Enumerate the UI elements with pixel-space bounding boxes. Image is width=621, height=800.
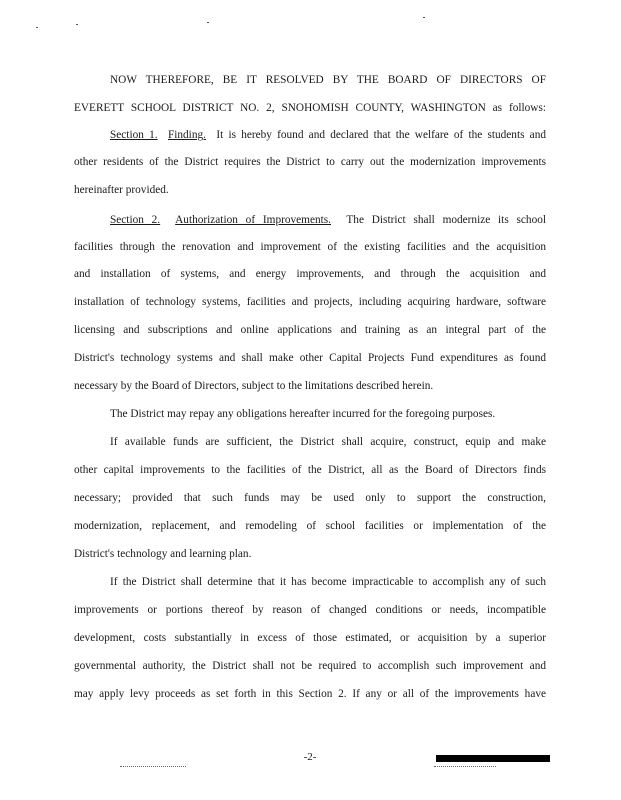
section-2-line: and installation of systems, and energy improvements, and through the acquisition and	[74, 268, 546, 280]
footer-faint-mark	[434, 766, 496, 769]
impracticable-paragraph-line: improvements or portions thereof by reason of changed conditions or needs, incompatible	[74, 604, 546, 616]
section-2-line: installation of technology systems, facilities and projects, including acquiring hardware, software	[74, 296, 546, 308]
section-2-label: Section 2.	[110, 214, 161, 226]
section-2-line: licensing and subscriptions and online applications and training as an integral part of the	[74, 324, 546, 336]
section-2-text: The District shall modernize its school	[346, 214, 547, 226]
section-2-line: necessary by the Board of Directors, subject to the limitations described herein.	[74, 380, 434, 392]
footer-redaction-bar	[436, 755, 550, 762]
section-2-first-line	[110, 213, 546, 227]
repay-paragraph: The District may repay any obligations hereafter incurred for the foregoing purposes.	[110, 408, 496, 420]
impracticable-paragraph-line: development, costs substantially in excess of those estimated, or acquisition by a superior	[74, 632, 546, 644]
section-2-line: facilities through the renovation and improvement of the existing facilities and the acquisition	[74, 241, 546, 253]
section-1-first-line	[110, 128, 546, 142]
resolution-line: EVERETT SCHOOL DISTRICT NO. 2, SNOHOMISH COUNTY, WASHINGTON as follows:	[74, 102, 546, 114]
scan-speck	[423, 17, 425, 18]
scan-speck	[36, 27, 38, 28]
footer-faint-mark	[120, 766, 186, 769]
section-2-line: District's technology systems and shall make other Capital Projects Fund expenditures as found	[74, 352, 546, 364]
section-1-text: It is hereby found and declared that the welfare of the students and	[216, 129, 546, 141]
resolution-line: NOW THEREFORE, BE IT RESOLVED BY THE BOARD OF DIRECTORS OF	[110, 74, 546, 86]
funds-paragraph-line: modernization, replacement, and remodeling of school facilities or implementation of the	[74, 520, 546, 532]
page-number: -2-	[303, 751, 317, 763]
funds-paragraph-line: necessary; provided that such funds may be used only to support the construction,	[74, 492, 546, 504]
funds-paragraph-line: District's technology and learning plan.	[74, 548, 252, 560]
scan-speck	[207, 22, 209, 23]
section-1-line: other residents of the District requires the District to carry out the modernization improvements	[74, 156, 546, 168]
section-2-heading: Authorization of Improvements.	[175, 214, 331, 226]
impracticable-paragraph-line: may apply levy proceeds as set forth in this Section 2. If any or all of the improvements have	[74, 688, 546, 700]
impracticable-paragraph-line: governmental authority, the District shall not be required to accomplish such improvement and	[74, 660, 546, 672]
section-1-label: Section 1.	[110, 129, 158, 141]
section-1-line: hereinafter provided.	[74, 184, 169, 196]
impracticable-paragraph-first-line: If the District shall determine that it has become impracticable to accomplish any of such	[110, 576, 546, 588]
funds-paragraph-first-line: If available funds are sufficient, the District shall acquire, construct, equip and make	[110, 436, 546, 448]
section-1-heading: Finding.	[167, 129, 206, 141]
scan-speck	[76, 24, 78, 25]
funds-paragraph-line: other capital improvements to the facilities of the District, all as the Board of Directors finds	[74, 464, 546, 476]
